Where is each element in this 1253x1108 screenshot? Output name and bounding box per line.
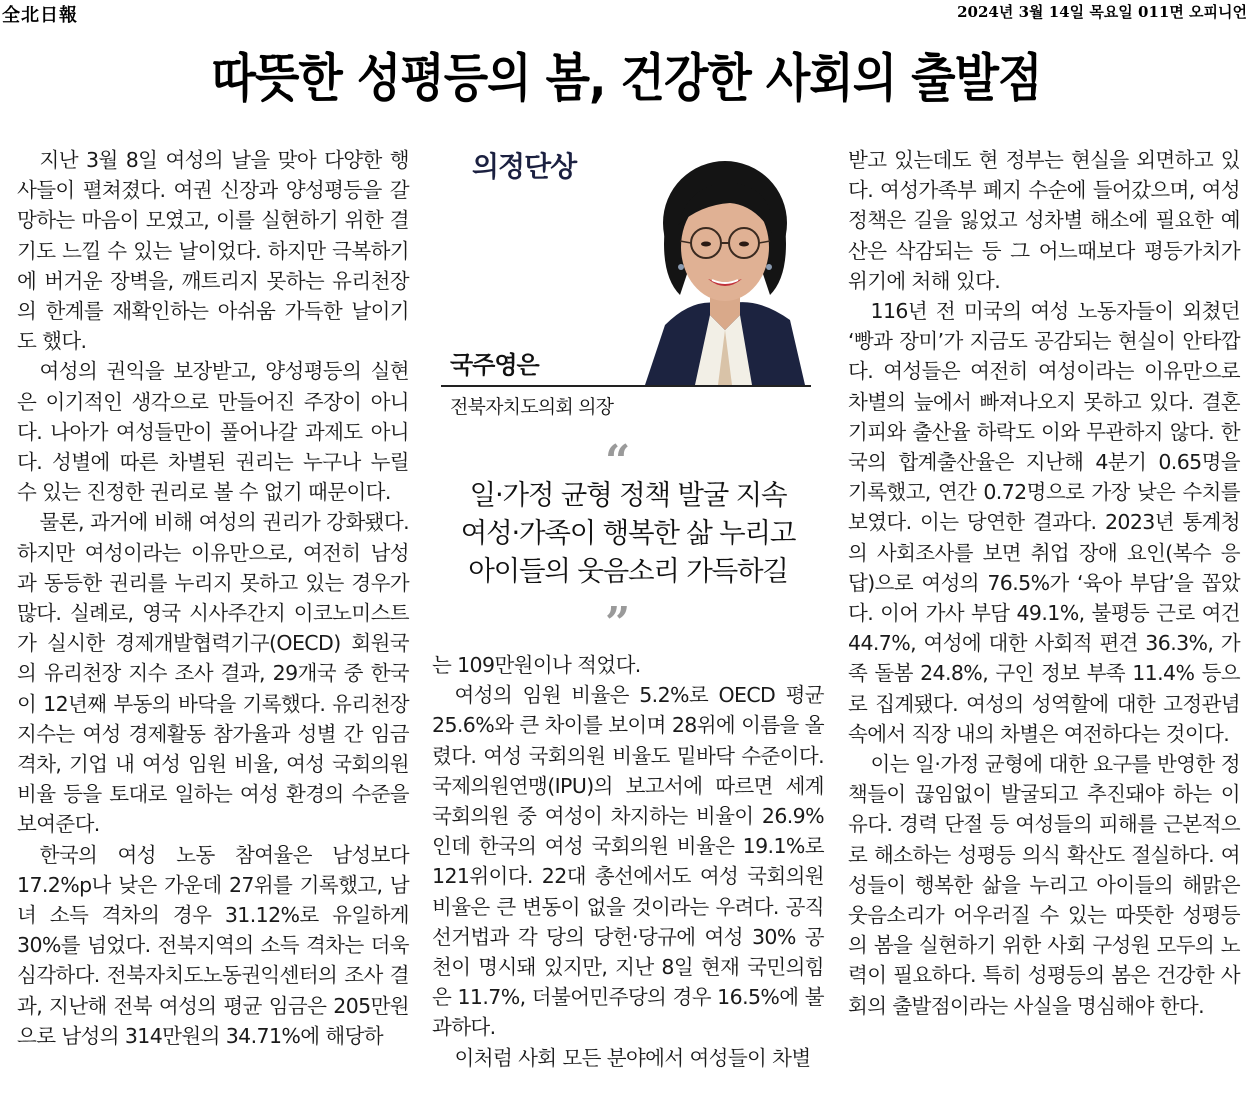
paragraph: 는 109만원이나 적었다.	[432, 653, 641, 677]
close-quote-icon: ”	[605, 598, 631, 649]
paragraph: 이처럼 사회 모든 분야에서 여성들이 차별	[454, 1045, 811, 1070]
author-title: 전북자치도의회 의장	[450, 396, 614, 418]
portrait-image	[640, 155, 810, 385]
masthead	[0, 0, 1253, 24]
dateline: 2024년 3월 14일 목요일 011면 오피니언	[957, 3, 1247, 21]
column-series-tag: 의정단상	[472, 150, 577, 183]
paragraph: 지난 3월 8일 여성의 날을 맞아 다양한 행사들이 펼쳐졌다. 여권 신장과 양성평등을 갈망하는 마음이 모였고, 이를 실현하기 위한 결기도 느낄 수 있는 날이었다. 하지만 극복하기에 버거운 장벽을, 깨트리지 못하는 유리천장의 한계를 재확인하는 아쉬움 가득한 날이기도 했다.	[17, 148, 409, 354]
paragraph: 받고 있는데도 현 정부는 현실을 외면하고 있다. 여성가족부 폐지 수순에 들어갔으며, 여성 정책은 길을 잃었고 성차별 해소에 필요한 예산은 삭감되는 등 그 어느때보다 평등가치가 위기에 처해 있다.	[848, 148, 1240, 293]
body-column-3	[848, 145, 1240, 1021]
author-portrait	[640, 155, 810, 385]
headline: 따뜻한 성평등의 봄, 건강한 사회의 출발점	[211, 48, 1042, 109]
pullquote-line: 일·가정 균형 정책 발굴 지속	[469, 479, 787, 511]
paragraph: 물론, 과거에 비해 여성의 권리가 강화됐다. 하지만 여성이라는 이유만으로, 여전히 남성과 동등한 권리를 누리지 못하고 있는 경우가 많다. 실례로, 영국 시사주간지 이코노미스트가 실시한 경제개발협력기구(OECD) 회원국의 유리천장 지수 조사 결과, 29개국 중 한국이 12년째 부동의 바닥을 기록했다. 유리천장 지수는 여성 경제활동 참가율과 성별 간 임금 격차, 기업 내 여성 임원 비율, 여성 국회의원 비율 등을 토대로 일하는 여성 환경의 수준을 보여준다.	[17, 510, 409, 837]
body-column-1	[17, 145, 409, 1051]
body-column-2	[432, 650, 824, 1073]
pullquote-line: 여성·가족이 행복한 삶 누리고	[460, 517, 796, 549]
author-divider	[441, 385, 811, 387]
newspaper-logo: 全北日報	[2, 5, 78, 26]
open-quote-icon: “	[605, 436, 631, 487]
paragraph: 한국의 여성 노동 참여율은 남성보다 17.2%p나 낮은 가운데 27위를 기록했고, 남녀 소득 격차의 경우 31.12%로 유일하게 30%를 넘었다. 전북지역의 소득 격차는 더욱 심각하다. 전북자치도노동권익센터의 조사 결과, 지난해 전북 여성의 평균 임금은 205만원으로 남성의 314만원의 34.71%에 해당하	[17, 842, 409, 1048]
pullquote-line: 아이들의 웃음소리 가득하길	[468, 555, 788, 587]
paragraph: 이는 일·가정 균형에 대한 요구를 반영한 정책들이 끊임없이 발굴되고 추진돼야 하는 이유다. 경력 단절 등 여성들의 피해를 근본적으로 해소하는 성평등 의식 확산도 절실하다. 여성들이 행복한 삶을 누리고 아이들의 해맑은 웃음소리가 어우러질 수 있는 따뜻한 성평등의 봄을 실현하기 위한 사회 구성원 모두의 노력이 필요하다. 특히 성평등의 봄은 건강한 사회의 출발점이라는 사실을 명심해야 한다.	[848, 752, 1240, 1018]
paragraph: 116년 전 미국의 여성 노동자들이 외쳤던 ‘빵과 장미’가 지금도 공감되는 현실이 안타깝다. 여성들은 여전히 여성이라는 이유만으로 차별의 늪에서 빠져나오지 못하고 있다. 결혼기피와 출산율 하락도 이와 무관하지 않다. 한국의 합계출산율은 지난해 4분기 0.65명을 기록했고, 연간 0.72명으로 가장 낮은 수치를 보였다. 이는 당연한 결과다. 2023년 통계청의 사회조사를 보면 취업 장애 요인(복수 응답)으로 여성의 76.5%가 ‘육아 부담’을 꼽았다. 이어 가사 부담 49.1%, 불평등 근로 여건 44.7%, 여성에 대한 사회적 편견 36.3%, 가족 돌봄 24.8%, 구인 정보 부족 11.4% 등으로 집계됐다. 여성의 성역할에 대한 고정관념 속에서 직장 내의 차별은 여전하다는 것이다.	[848, 299, 1240, 746]
paragraph: 여성의 권익을 보장받고, 양성평등의 실현은 이기적인 생각으로 만들어진 주장이 아니다. 나아가 여성들만이 풀어나갈 과제도 아니다. 성별에 따른 차별된 권리는 누구나 누릴 수 있는 진정한 권리로 볼 수 없기 때문이다.	[17, 359, 409, 505]
author-name: 국주영은	[450, 351, 539, 379]
pullquote	[432, 476, 824, 590]
paragraph: 여성의 임원 비율은 5.2%로 OECD 평균 25.6%와 큰 차이를 보이며 28위에 이름을 올렸다. 여성 국회의원 비율도 밑바닥 수준이다. 국제의원연맹(IPU)의 보고서에 따르면 세계 국회의원 중 여성이 차지하는 비율이 26.9%인데 한국의 여성 국회의원 비율은 19.1%로 121위이다. 22대 총선에서도 여성 국회의원 비율은 큰 변동이 없을 것이라는 우려다. 공직선거법과 각 당의 당헌·당규에 여성 30% 공천이 명시돼 있지만, 지난 8일 현재 국민의힘은 11.7%, 더불어민주당의 경우 16.5%에 불과하다.	[432, 683, 824, 1040]
